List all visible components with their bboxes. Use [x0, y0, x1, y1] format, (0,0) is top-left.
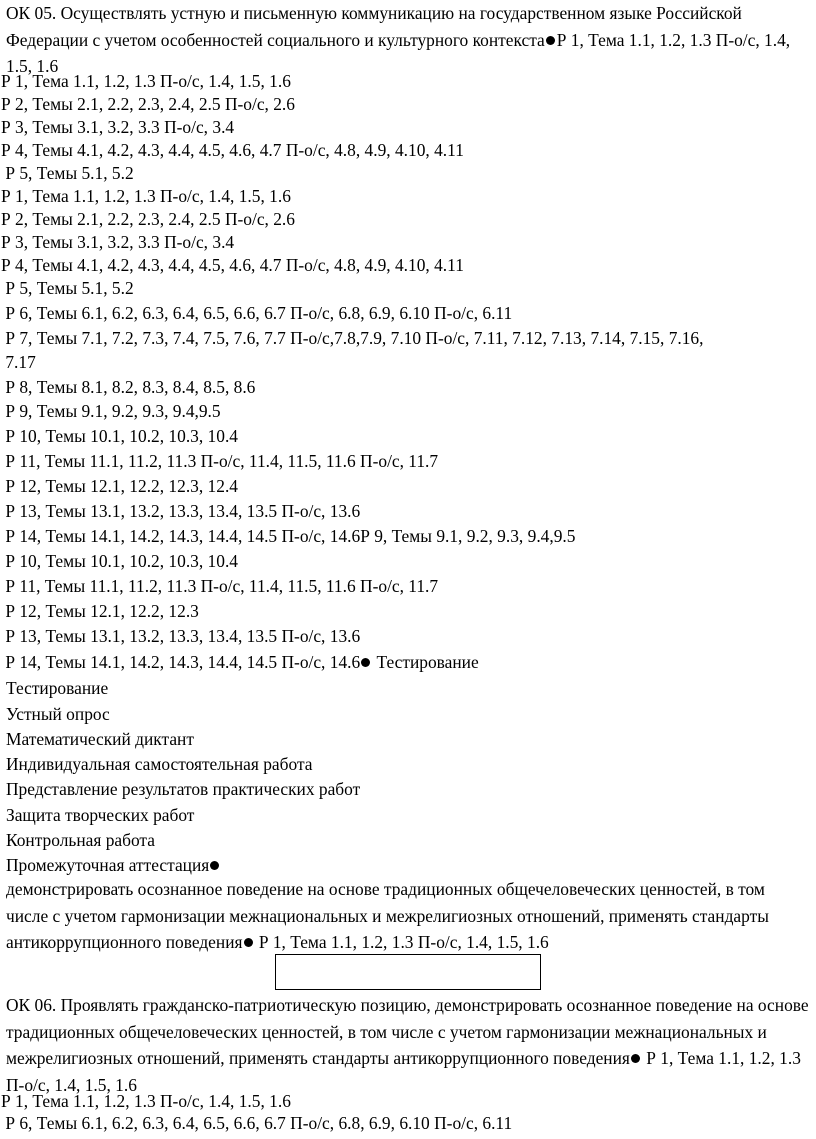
list-item: Р 6, Темы 6.1, 6.2, 6.3, 6.4, 6.5, 6.6, 6.7 П-о/с, 6.8, 6.9, 6.10 П-о/с, 6.11: [1, 1113, 513, 1133]
list-item: Р 3, Темы 3.1, 3.2, 3.3 П-о/с, 3.4: [1, 117, 235, 137]
list-item: Р 2, Темы 2.1, 2.2, 2.3, 2.4, 2.5 П-о/с, 2.6: [1, 94, 295, 114]
list-item: Р 1, Тема 1.1, 1.2, 1.3 П-о/с, 1.4, 1.5, 1.6: [1, 71, 291, 91]
list-item: Р 1, Тема 1.1, 1.2, 1.3 П-о/с, 1.4, 1.5, 1.6: [1, 186, 291, 206]
bullet-icon: [361, 658, 370, 667]
ok05-ref: Р 1, Тема 1.1, 1.2, 1.3 П-о/с, 1.4, 1.5, 1.6: [6, 29, 791, 76]
list-item: 7.17: [1, 352, 36, 372]
list-item: Р 4, Темы 4.1, 4.2, 4.3, 4.4, 4.5, 4.6, 4.7 П-о/с, 4.8, 4.9, 4.10, 4.11: [1, 140, 464, 160]
list-item: Р 5, Темы 5.1, 5.2: [1, 163, 134, 183]
behavior-ref: Р 1, Тема 1.1, 1.2, 1.3 П-о/с, 1.4, 1.5, 1.6: [254, 932, 549, 952]
list-item: Р 14, Темы 14.1, 14.2, 14.3, 14.4, 14.5 П-о/с, 14.6Р 9, Темы 9.1, 9.2, 9.3, 9.4,9.5: [1, 526, 576, 546]
intermediate-attestation: Промежуточная аттестация: [6, 855, 210, 875]
list-item: [1, 651, 479, 673]
list-item: Р 7, Темы 7.1, 7.2, 7.3, 7.4, 7.5, 7.6, 7.7 П-о/с,7.8,7.9, 7.10 П-о/с, 7.11, 7.12, 7.13, 7.14, 7.15, 7.16,: [1, 328, 704, 348]
list-item: Р 8, Темы 8.1, 8.2, 8.3, 8.4, 8.5, 8.6: [1, 377, 256, 397]
list-item: Р 12, Темы 12.1, 12.2, 12.3, 12.4: [1, 476, 238, 496]
last-ref: Р 14, Темы 14.1, 14.2, 14.3, 14.4, 14.5 П-о/с, 14.6: [1, 652, 361, 672]
list-item: Р 1, Тема 1.1, 1.2, 1.3 П-о/с, 1.4, 1.5, 1.6: [1, 1091, 291, 1111]
list-item: Р 5, Темы 5.1, 5.2: [1, 278, 134, 298]
bullet-icon: [546, 36, 555, 45]
bullet-icon: [244, 938, 253, 947]
list-item: Р 2, Темы 2.1, 2.2, 2.3, 2.4, 2.5 П-о/с, 2.6: [1, 209, 295, 229]
list-item: Р 12, Темы 12.1, 12.2, 12.3: [1, 601, 199, 621]
assessment-item: Представление результатов практических работ: [6, 779, 361, 799]
bullet-icon: [210, 861, 219, 870]
list-item: Р 11, Темы 11.1, 11.2, 11.3 П-о/с, 11.4, 11.5, 11.6 П-о/с, 11.7: [1, 451, 439, 471]
empty-box: [275, 954, 541, 990]
list-item: Р 6, Темы 6.1, 6.2, 6.3, 6.4, 6.5, 6.6, 6.7 П-о/с, 6.8, 6.9, 6.10 П-о/с, 6.11: [1, 303, 513, 323]
ok06-paragraph: [6, 992, 810, 1098]
list-item: Р 10, Темы 10.1, 10.2, 10.3, 10.4: [1, 426, 238, 446]
assessment-item: Защита творческих работ: [6, 805, 195, 825]
assessment-item: Устный опрос: [6, 704, 110, 724]
ok06-ref: Р 1, Тема 1.1, 1.2, 1.3 П-о/с, 1.4, 1.5, 1.6: [6, 1048, 801, 1095]
last-ref-tail: Тестирование: [372, 652, 479, 672]
ok06-heading: ОК 06. Проявлять гражданско-патриотическую позицию, демонстрировать осознанное поведение на основе традиционных общечеловеческих ценностей, в том числе с учетом гармонизации межнациональных и межрелигиозных отношений, применять стандарты антикоррупционного поведения: [6, 995, 809, 1068]
ok05-paragraph: [6, 0, 810, 80]
assessment-item: Индивидуальная самостоятельная работа: [6, 754, 313, 774]
bullet-icon: [631, 1054, 640, 1063]
list-item: Р 4, Темы 4.1, 4.2, 4.3, 4.4, 4.5, 4.6, 4.7 П-о/с, 4.8, 4.9, 4.10, 4.11: [1, 255, 464, 275]
list-item: Р 3, Темы 3.1, 3.2, 3.3 П-о/с, 3.4: [1, 232, 235, 252]
list-item: Р 13, Темы 13.1, 13.2, 13.3, 13.4, 13.5 П-о/с, 13.6: [1, 501, 361, 521]
list-item: Р 10, Темы 10.1, 10.2, 10.3, 10.4: [1, 551, 238, 571]
ok05-heading: ОК 05. Осуществлять устную и письменную коммуникацию на государственном языке Российской Федерации с учетом особенностей социального и культурного контекста: [6, 3, 742, 50]
behavior-paragraph: [6, 876, 810, 956]
assessment-item: [6, 854, 221, 876]
assessment-item: Контрольная работа: [6, 830, 155, 850]
list-item: Р 13, Темы 13.1, 13.2, 13.3, 13.4, 13.5 П-о/с, 13.6: [1, 626, 361, 646]
assessment-item: Тестирование: [6, 678, 109, 698]
list-item: Р 11, Темы 11.1, 11.2, 11.3 П-о/с, 11.4, 11.5, 11.6 П-о/с, 11.7: [1, 576, 439, 596]
list-item: Р 9, Темы 9.1, 9.2, 9.3, 9.4,9.5: [1, 401, 221, 421]
assessment-item: Математический диктант: [6, 729, 194, 749]
behavior-text: демонстрировать осознанное поведение на основе традиционных общечеловеческих ценностей, в том числе с учетом гармонизации межнациональных и межрелигиозных отношений, применять стандарты антикоррупционного поведения: [6, 879, 769, 952]
